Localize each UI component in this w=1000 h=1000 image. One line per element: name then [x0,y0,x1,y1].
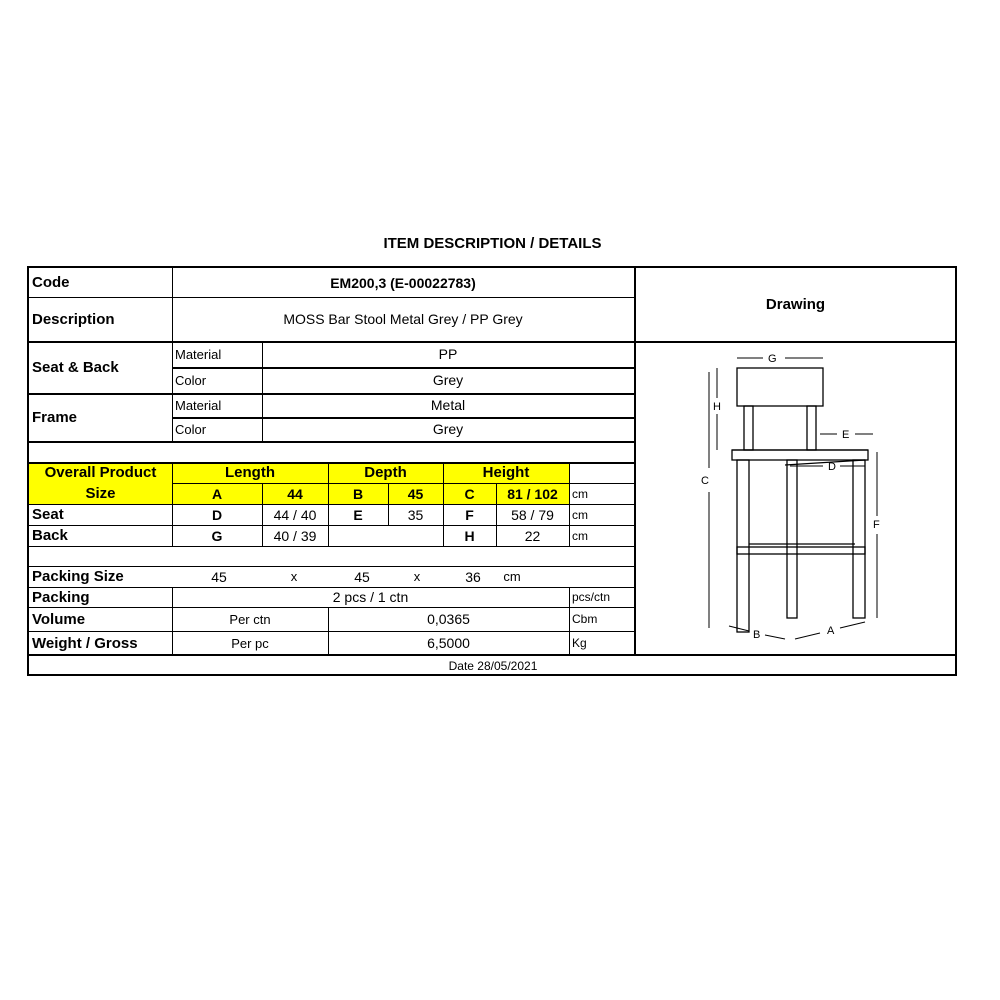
bar-stool-drawing [665,342,925,642]
length-header: Length [225,464,275,481]
grid-line [172,462,173,546]
back-dim-label: Back [32,527,68,544]
packing-size-x2: x [413,569,421,584]
seat-back-color-label: Color [175,372,207,388]
dim-a-label: A [211,485,223,502]
seat-back-material-value: PP [438,346,458,362]
grid-line [328,462,329,546]
grid-line [262,341,263,443]
grid-line [29,587,634,588]
overall-unit: cm [572,486,588,501]
weight-value: 6,5000 [427,635,470,651]
seat-dim-label: Seat [32,506,64,523]
grid-line [29,462,634,464]
dim-d-label: D [211,506,223,523]
volume-unit: Cbm [572,612,598,626]
grid-line [29,393,634,395]
grid-line [29,654,957,656]
seat-unit: cm [572,507,588,522]
packing-unit: pcs/ctn [572,590,611,604]
page-title: ITEM DESCRIPTION / DETAILS [383,235,602,252]
frame-label: Frame [32,408,78,426]
dim-label-a: A [827,625,835,637]
grid-line [172,367,634,369]
overall-size-label: Size [85,485,116,502]
frame-color-value: Grey [432,421,464,437]
dim-e-label: E [353,506,363,523]
volume-value: 0,0365 [427,611,470,627]
grid-line [569,587,570,655]
volume-per: Per ctn [229,611,271,627]
volume-label: Volume [32,610,86,628]
dim-label-h: H [713,401,721,413]
seat-back-label: Seat & Back [32,358,119,376]
seat-back-material-label: Material [175,346,222,362]
packing-label: Packing [32,588,90,606]
dim-label-c: C [701,475,709,487]
dim-g-label: G [211,527,223,544]
grid-line [634,268,636,655]
code-label: Code [32,274,70,291]
dim-h-value: 22 [524,527,541,544]
depth-header: Depth [364,464,407,481]
grid-line [443,462,444,546]
dim-label-f: F [873,519,880,531]
dim-d-value: 44 / 40 [273,506,317,523]
grid-line [496,483,497,546]
weight-label: Weight / Gross [32,634,138,652]
grid-line [328,607,329,655]
packing-size-unit: cm [503,569,521,584]
grid-line [172,587,173,655]
packing-size-length: 45 [211,568,227,585]
frame-material-value: Metal [430,397,466,413]
grid-line [262,483,263,546]
dim-c-value: 81 / 102 [507,485,558,502]
back-unit: cm [572,528,588,543]
height-header: Height [482,464,530,481]
description-value: MOSS Bar Stool Metal Grey / PP Grey [283,311,523,327]
dim-label-b: B [753,629,761,641]
overall-product-label: Overall Product [44,464,157,481]
weight-unit: Kg [572,636,587,650]
dim-b-value: 45 [407,485,424,502]
dim-f-value: 58 / 79 [511,506,554,523]
drawing-label: Drawing [765,296,826,313]
grid-line [29,631,634,632]
dim-label-e: E [842,429,850,441]
packing-size-height: 36 [465,568,481,585]
dim-a-value: 44 [287,485,303,502]
grid-line [29,441,634,443]
dim-e-value: 35 [407,506,424,523]
description-label: Description [32,310,115,328]
grid-line [29,566,634,567]
packing-value: 2 pcs / 1 ctn [332,589,409,605]
dim-label-d: D [828,461,836,473]
dim-c-label: C [464,485,475,502]
frame-material-label: Material [175,397,222,413]
grid-line [29,546,634,547]
grid-line [569,462,570,546]
code-value: EM200,3 (E-00022783) [330,274,476,291]
grid-line [172,417,634,419]
seat-back-color-value: Grey [432,372,464,388]
dim-label-g: G [768,353,777,365]
grid-line [29,504,634,505]
grid-line [29,525,634,526]
grid-line [172,268,173,443]
grid-line [388,483,389,525]
dim-g-value: 40 / 39 [273,527,317,544]
grid-line [29,297,634,298]
grid-line [172,483,634,484]
packing-size-width: 45 [354,568,370,585]
date-footer: Date 28/05/2021 [448,658,538,673]
weight-per: Per pc [231,635,269,651]
dim-f-label: F [465,506,474,523]
packing-size-x1: x [290,569,298,584]
packing-size-label: Packing Size [32,568,124,585]
dim-h-label: H [464,527,475,544]
frame-color-label: Color [175,421,207,437]
dim-b-label: B [352,485,364,502]
grid-line [29,607,634,608]
